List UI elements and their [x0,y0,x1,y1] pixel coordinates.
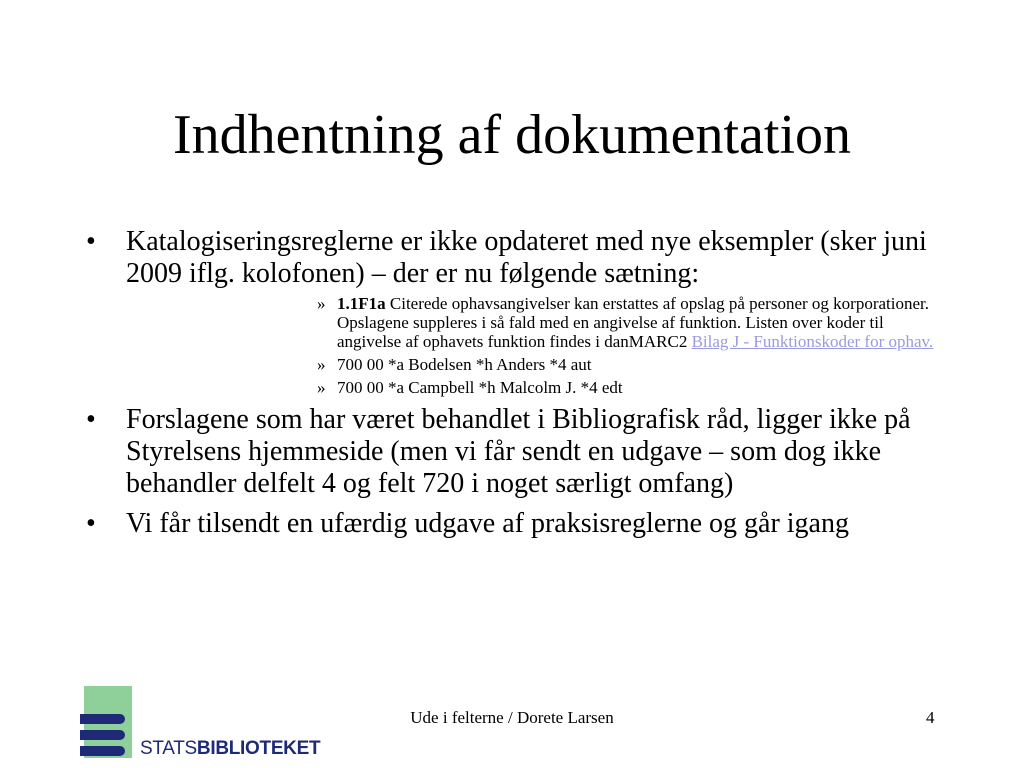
rule-text: Citerede ophavsangivelser kan erstattes af opslag på personer og korporationer. Opslagene suppleres i så fald med en angivelse af funktion. Listen over koder til angivelse af ophavets funktion findes i danMARC2 [337,294,929,351]
logo-word-bold: BIBLIOTEKET [196,738,321,759]
bullet-text: Vi får tilsendt en ufærdig udgave af praksisreglerne og går igang [126,508,849,539]
page-number: 4 [926,708,935,727]
bullet-marker: • [86,226,96,257]
footer-text: Ude i felterne / Dorete Larsen [410,708,614,727]
bullet-marker: • [86,404,96,435]
bullet-text: Katalogiseringsreglerne er ikke opdateret med nye eksempler (sker juni 2009 iflg. kolofonen) – der er nu følgende sætning: [126,226,927,289]
example-text: 700 00 *a Campbell *h Malcolm J. *4 edt [337,378,623,397]
bullet-item [82,226,942,290]
bullet-text: Forslagene som har været behandlet i Bibliografisk råd, ligger ikke på Styrelsens hjemmeside (men vi får sendt en udgave – som dog ikke behandler delfelt 4 og felt 720 i noget særligt omfang) [126,404,911,499]
slide-title: Indhentning af dokumentation [172,104,852,166]
bilag-j-link[interactable]: Bilag J - Funktionskoder for ophav. [691,332,934,351]
sub-bullet-example [317,355,942,374]
logo-wordmark [140,738,320,760]
sub-bullet-marker: » [317,355,326,374]
sub-bullet-rule [317,294,942,351]
sub-bullet-marker: » [317,378,326,397]
bullet-item [82,404,942,500]
bullet-list [82,226,942,540]
logo-word-light: STATS [140,738,197,759]
sub-bullet-marker: » [317,294,326,313]
sub-bullet-example [317,378,942,397]
bullet-item [82,508,942,540]
example-text: 700 00 *a Bodelsen *h Anders *4 aut [337,355,592,374]
bullet-marker: • [86,508,96,539]
rule-code: 1.1F1a [337,294,386,313]
